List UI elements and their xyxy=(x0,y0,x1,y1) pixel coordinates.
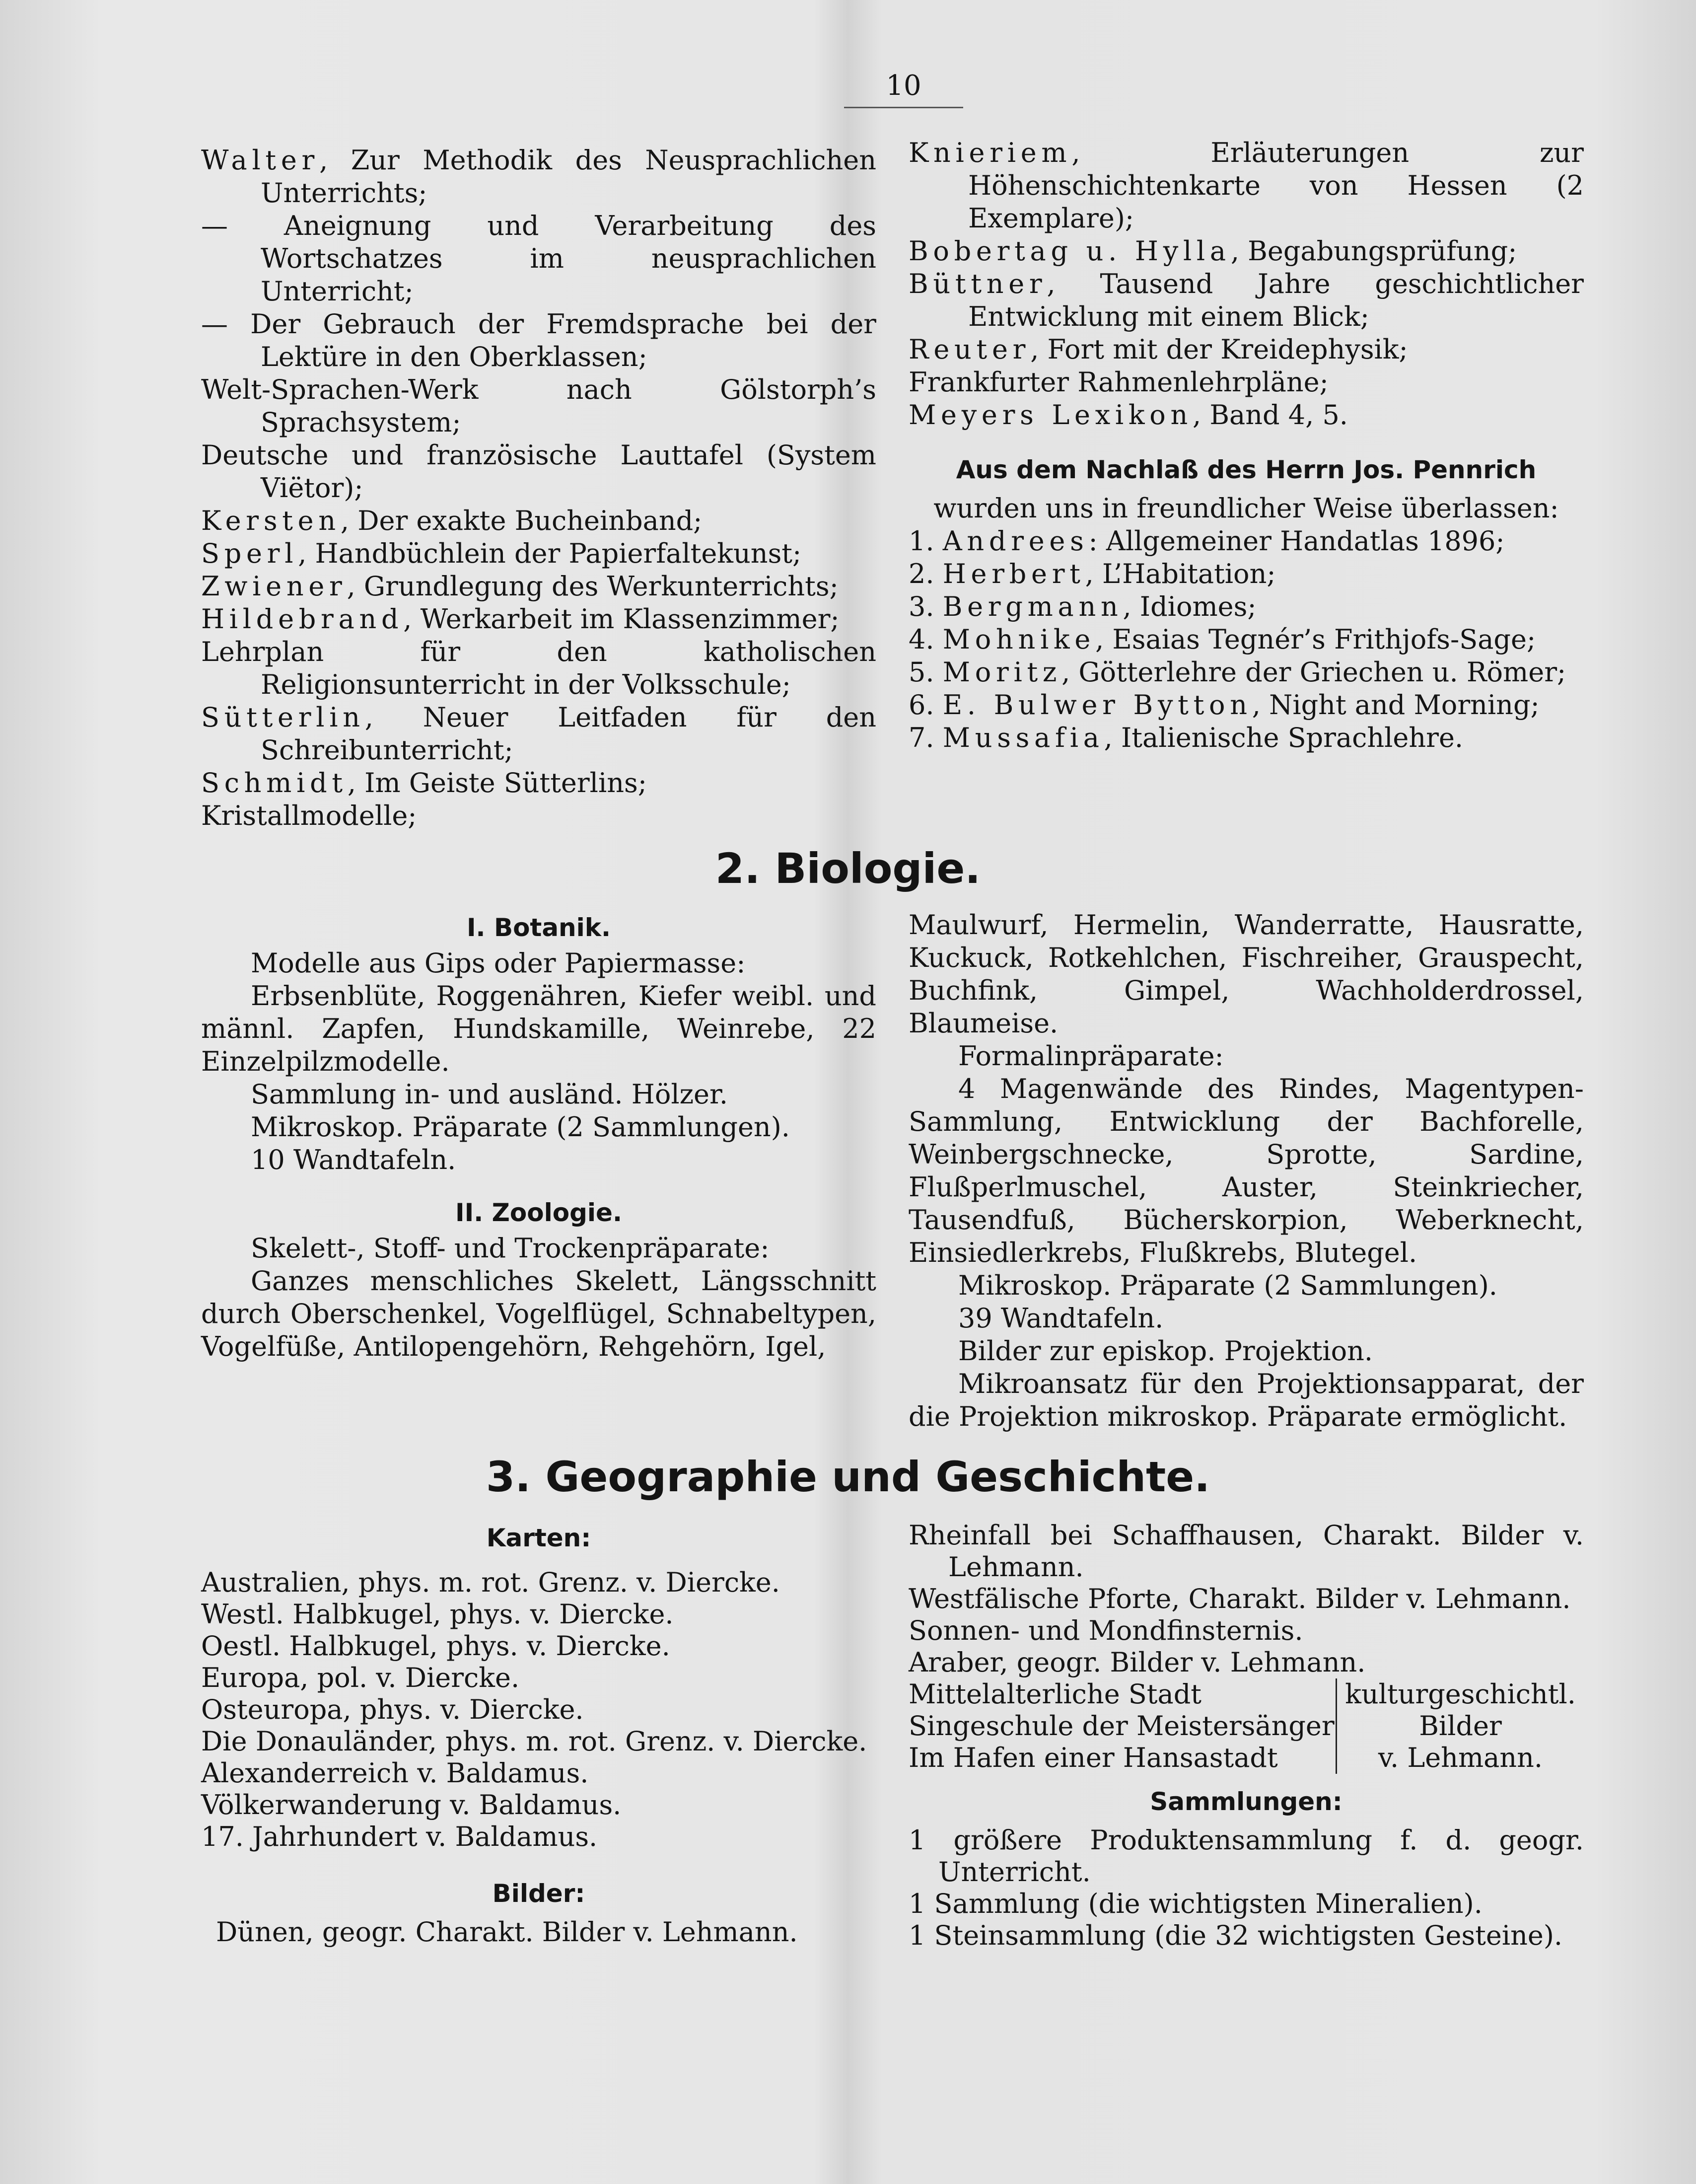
list-item: Frankfurter Rahmenlehrpläne; xyxy=(909,366,1329,398)
bilder-heading: Bilder: xyxy=(492,1879,585,1908)
biologie-right xyxy=(909,909,1584,1433)
list-item: Die Donauländer, phys. m. rot. Grenz. v. Diercke. xyxy=(201,1726,867,1757)
zoologie-text: Ganzes menschliches Skelett, Längsschnitt durch Oberschenkel, Vogelflügel, Schnabeltypen, Vogelfüße, Antilopengehörn, Rehgehörn, Igel, xyxy=(201,1265,876,1362)
left-book-list xyxy=(201,144,876,832)
brace-label: kulturgeschichtl. Bilder v. Lehmann. xyxy=(1345,1678,1576,1773)
list-item: Meyers Lexikon, Band 4, 5. xyxy=(909,399,1348,431)
botanik-line: 10 Wandtafeln. xyxy=(251,1144,456,1175)
biologie-line: 39 Wandtafeln. xyxy=(958,1303,1164,1334)
list-item: Schmidt, Im Geiste Sütterlins; xyxy=(201,767,647,799)
zoologie-text-continued: Maulwurf, Hermelin, Wanderratte, Hausratte, Kuckuck, Rotkehlchen, Fischreiher, Grauspecht, Buchfink, Gimpel, Wachholderdrossel, Blaumeise. xyxy=(909,909,1584,1039)
bilder-item: Dünen, geogr. Charakt. Bilder v. Lehmann. xyxy=(216,1916,798,1948)
list-item: Hildebrand, Werkarbeit im Klassenzimmer; xyxy=(201,603,840,635)
list-item: 7. Mussafia, Italienische Sprachlehre. xyxy=(909,722,1464,753)
list-item: Kristallmodelle; xyxy=(201,800,417,831)
list-item: 1. Andrees: Allgemeiner Handatlas 1896; xyxy=(909,525,1505,557)
zoologie-intro: Skelett-, Stoff- und Trockenpräparate: xyxy=(251,1233,770,1264)
bilder-item: Mittelalterliche Stadt xyxy=(909,1678,1201,1710)
bilder-item: Im Hafen einer Hansastadt xyxy=(909,1742,1278,1773)
bilder-item: Singeschule der Meistersänger xyxy=(909,1710,1335,1742)
list-item: Europa, pol. v. Diercke. xyxy=(201,1662,520,1693)
biologie-title: 2. Biologie. xyxy=(715,844,981,893)
list-item: — Der Gebrauch der Fremdsprache bei der Lektüre in den Oberklassen; xyxy=(201,308,876,372)
kulturgeschichtl-bilder-group xyxy=(909,1678,1584,1774)
formalin-heading: Formalinpräparate: xyxy=(958,1040,1224,1072)
brace-items xyxy=(909,1678,1337,1774)
biologie-line: Mikroskop. Präparate (2 Sammlungen). xyxy=(958,1270,1497,1301)
botanik-intro: Modelle aus Gips oder Papiermasse: xyxy=(251,947,746,979)
list-item: Kersten, Der exakte Bucheinband; xyxy=(201,505,703,536)
page-number: 10 xyxy=(844,70,963,108)
list-item: Bobertag u. Hylla, Begabungsprüfung; xyxy=(909,235,1517,267)
list-item: Walter, Zur Methodik des Neusprachlichen Unterrichts; xyxy=(201,145,876,209)
mikroansatz-text: Mikroansatz für den Projektionsapparat, der die Projektion mikroskop. Präparate ermöglicht. xyxy=(909,1368,1584,1432)
right-book-list xyxy=(909,137,1584,754)
geographie-left xyxy=(201,1522,876,1948)
list-item: Oestl. Halbkugel, phys. v. Diercke. xyxy=(201,1630,670,1662)
bilder-item: Araber, geogr. Bilder v. Lehmann. xyxy=(909,1647,1366,1678)
geographie-right xyxy=(909,1520,1584,1952)
list-item: Osteuropa, phys. v. Diercke. xyxy=(201,1694,584,1725)
list-item: 5. Moritz, Götterlehre der Griechen u. Römer; xyxy=(909,656,1566,688)
biologie-left xyxy=(201,911,876,1363)
list-item: Sperl, Handbüchlein der Papierfaltekunst; xyxy=(201,538,802,569)
list-item: 3. Bergmann, Idiomes; xyxy=(909,591,1257,622)
list-item: Büttner, Tausend Jahre geschichtlicher Entwicklung mit einem Blick; xyxy=(909,268,1584,332)
list-item: Völkerwanderung v. Baldamus. xyxy=(201,1789,622,1820)
sammlungen-list xyxy=(909,1824,1584,1952)
list-item: 1 größere Produktensammlung f. d. geogr. Unterricht. xyxy=(909,1824,1584,1888)
list-item: Knieriem, Erläuterungen zur Höhenschichtenkarte von Hessen (2 Exemplare); xyxy=(909,137,1584,234)
list-item: Sütterlin, Neuer Leitfaden für den Schreibunterricht; xyxy=(201,702,876,766)
bilder-item: Westfälische Pforte, Charakt. Bilder v. Lehmann. xyxy=(909,1583,1571,1614)
list-item: 4. Mohnike, Esaias Tegnér’s Frithjofs-Sage; xyxy=(909,624,1536,655)
list-item: Deutsche und französische Lauttafel (System Viëtor); xyxy=(201,439,876,504)
botanik-models: Erbsenblüte, Roggenähren, Kiefer weibl. und männl. Zapfen, Hundskamille, Weinrebe, 22 Einzelpilzmodelle. xyxy=(201,980,876,1077)
bilder-item: Sonnen- und Mondfinsternis. xyxy=(909,1615,1303,1646)
botanik-heading: I. Botanik. xyxy=(466,913,611,942)
nachlass-intro: wurden uns in freundlicher Weise überlassen: xyxy=(933,493,1559,524)
biologie-line: Bilder zur episkop. Projektion. xyxy=(958,1335,1373,1367)
list-item: Alexanderreich v. Baldamus. xyxy=(201,1757,589,1789)
list-item: — Aneignung und Verarbeitung des Wortschatzes im neusprachlichen Unterricht; xyxy=(201,210,876,307)
nachlass-list xyxy=(909,525,1584,754)
nachlass-heading: Aus dem Nachlaß des Herrn Jos. Pennrich xyxy=(956,455,1537,484)
list-item: Reuter, Fort mit der Kreidephysik; xyxy=(909,334,1408,365)
karten-list xyxy=(201,1567,876,1853)
list-item: 2. Herbert, L’Habitation; xyxy=(909,558,1276,589)
sammlungen-heading: Sammlungen: xyxy=(1150,1787,1343,1816)
formalin-text: 4 Magenwände des Rindes, Magentypen-Sammlung, Entwicklung der Bachforelle, Weinbergschnecke, Sprotte, Sardine, Flußperlmuschel, Auster, Steinkriecher, Tausendfuß, Bücherskorpion, Weberknecht, Einsiedlerkrebs, Flußkrebs, Blutegel. xyxy=(909,1073,1584,1268)
zoologie-heading: II. Zoologie. xyxy=(455,1198,622,1227)
list-item: Lehrplan für den katholischen Religionsunterricht in der Volksschule; xyxy=(201,636,876,700)
bilder-item: Rheinfall bei Schaffhausen, Charakt. Bilder v. Lehmann. xyxy=(909,1520,1584,1583)
list-item: Australien, phys. m. rot. Grenz. v. Diercke. xyxy=(201,1567,780,1598)
botanik-line: Sammlung in- und ausländ. Hölzer. xyxy=(251,1079,728,1110)
list-item: 6. E. Bulwer Bytton, Night and Morning; xyxy=(909,689,1540,721)
list-item: Westl. Halbkugel, phys. v. Diercke. xyxy=(201,1599,674,1630)
list-item: 1 Sammlung (die wichtigsten Mineralien). xyxy=(909,1888,1483,1919)
list-item: 17. Jahrhundert v. Baldamus. xyxy=(201,1821,598,1852)
karten-heading: Karten: xyxy=(486,1524,591,1552)
list-item: 1 Steinsammlung (die 32 wichtigsten Gesteine). xyxy=(909,1920,1563,1951)
botanik-line: Mikroskop. Präparate (2 Sammlungen). xyxy=(251,1111,790,1143)
list-item: Welt-Sprachen-Werk nach Gölstorph’s Sprachsystem; xyxy=(201,374,876,438)
list-item: Zwiener, Grundlegung des Werkunterrichts; xyxy=(201,571,839,602)
geographie-title: 3. Geographie und Geschichte. xyxy=(486,1453,1210,1501)
